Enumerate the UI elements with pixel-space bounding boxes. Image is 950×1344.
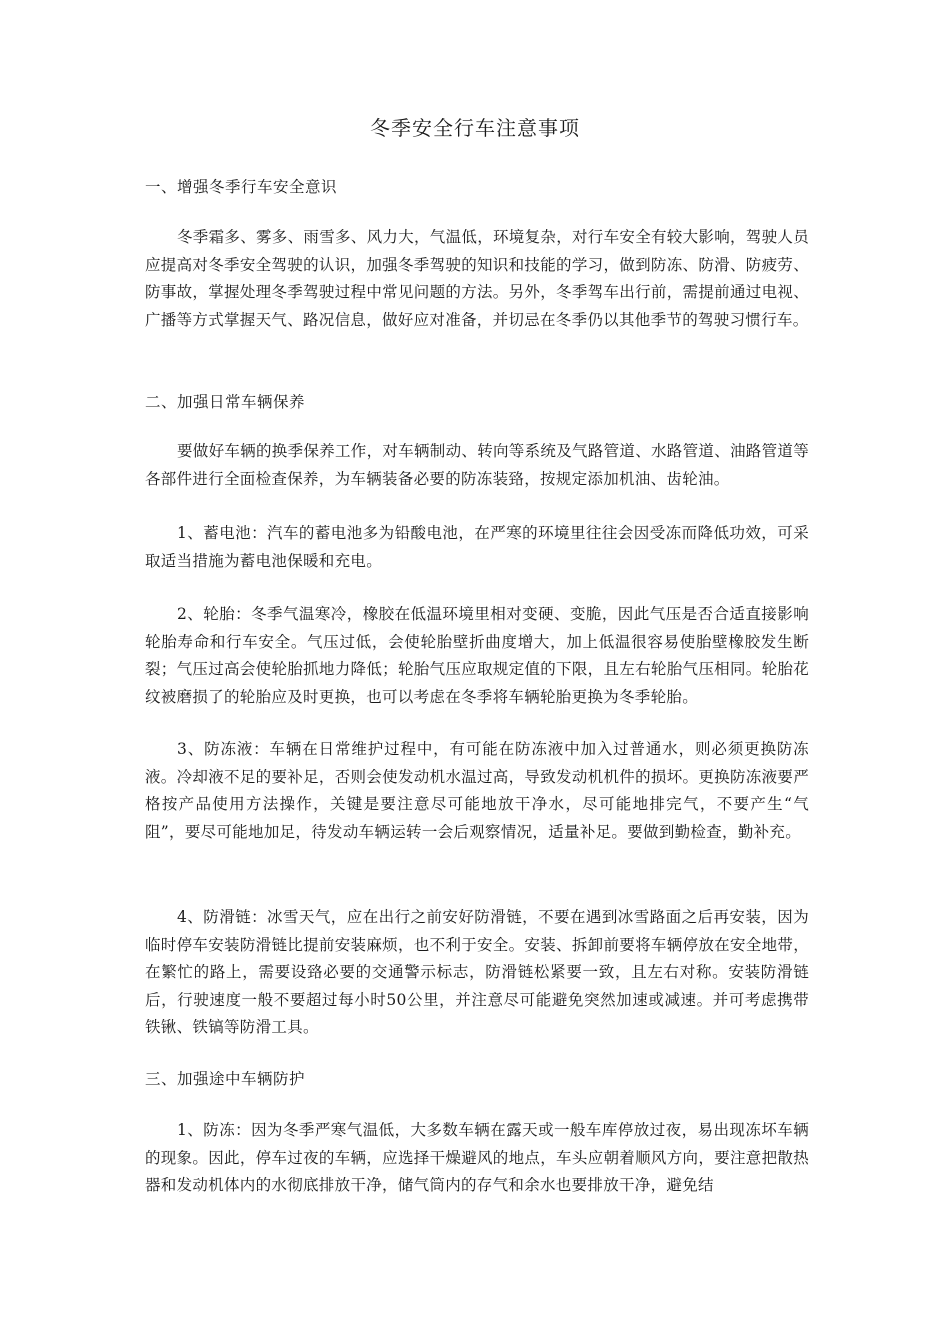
antifreeze-protection-paragraph: 1、防冻：因为冬季严寒气温低，大多数车辆在露天或一般车库停放过夜，易出现冻坏车辆的现象。因此，停车过夜的车辆，应选择干燥避风的地点，车头应朝着顺风方向，要注意把散热器和发动机体内的水彻底排放干净，储气筒内的存气和余水也要排放干净，避免结 <box>145 1121 809 1194</box>
antifreeze-paragraph: 3、防冻液：车辆在日常维护过程中，有可能在防冻液中加入过普通水，则必须更换防冻液。冷却液不足的要补足，否则会使发动机水温过高，导致发动机机件的损坏。更换防冻液要严格按产品使用方法操作，关键是要注意尽可能地放干净水，尽可能地排完气，不要产生“气阻”，要尽可能地加足，待发动车辆运转一会后观察情况，适量补足。要做到勤检查，勤补充。 <box>145 740 809 841</box>
battery-paragraph: 1、蓄电池：汽车的蓄电池多为铅酸电池，在严寒的环境里往往会因受冻而降低功效，可采取适当措施为蓄电池保暖和充电。 <box>145 524 809 570</box>
snow-chain-paragraph: 4、防滑链：冰雪天气，应在出行之前安好防滑链，不要在遇到冰雪路面之后再安装，因为临时停车安装防滑链比提前安装麻烦，也不利于安全。安装、拆卸前要将车辆停放在安全地带，在繁忙的路上，需要设臵必要的交通警示标志，防滑链松紧要一致，且左右对称。安装防滑链后，行驶速度一般不要超过每小时50公里，并注意尽可能避免突然加速或减速。并可考虑携带铁锹、铁镐等防滑工具。 <box>145 908 809 1036</box>
section-heading-1: 一、增强冬季行车安全意识 <box>145 178 338 196</box>
section-heading-2: 二、加强日常车辆保养 <box>145 393 306 411</box>
document-title: 冬季安全行车注意事项 <box>370 116 580 140</box>
section-1-paragraph: 冬季霜多、雾多、雨雪多、风力大，气温低，环境复杂，对行车安全有较大影响，驾驶人员应提高对冬季安全驾驶的认识，加强冬季驾驶的知识和技能的学习，做到防冻、防滑、防疲劳、防事故，掌握处理冬季驾驶过程中常见问题的方法。另外，冬季驾车出行前，需提前通过电视、广播等方式掌握天气、路况信息，做好应对准备，并切忌在冬季仍以其他季节的驾驶习惯行车。 <box>145 228 810 329</box>
section-2-intro-paragraph: 要做好车辆的换季保养工作，对车辆制动、转向等系统及气路管道、水路管道、油路管道等各部件进行全面检查保养，为车辆装备必要的防冻装臵，按规定添加机油、齿轮油。 <box>145 442 810 488</box>
tire-paragraph: 2、轮胎：冬季气温寒冷，橡胶在低温环境里相对变硬、变脆，因此气压是否合适直接影响轮胎寿命和行车安全。气压过低，会使轮胎壁折曲度增大，加上低温很容易使胎壁橡胶发生断裂；气压过高会使轮胎抓地力降低；轮胎气压应取规定值的下限，且左右轮胎气压相同。轮胎花纹被磨损了的轮胎应及时更换，也可以考虑在冬季将车辆轮胎更换为冬季轮胎。 <box>145 605 809 706</box>
section-heading-3: 三、加强途中车辆防护 <box>145 1070 306 1088</box>
